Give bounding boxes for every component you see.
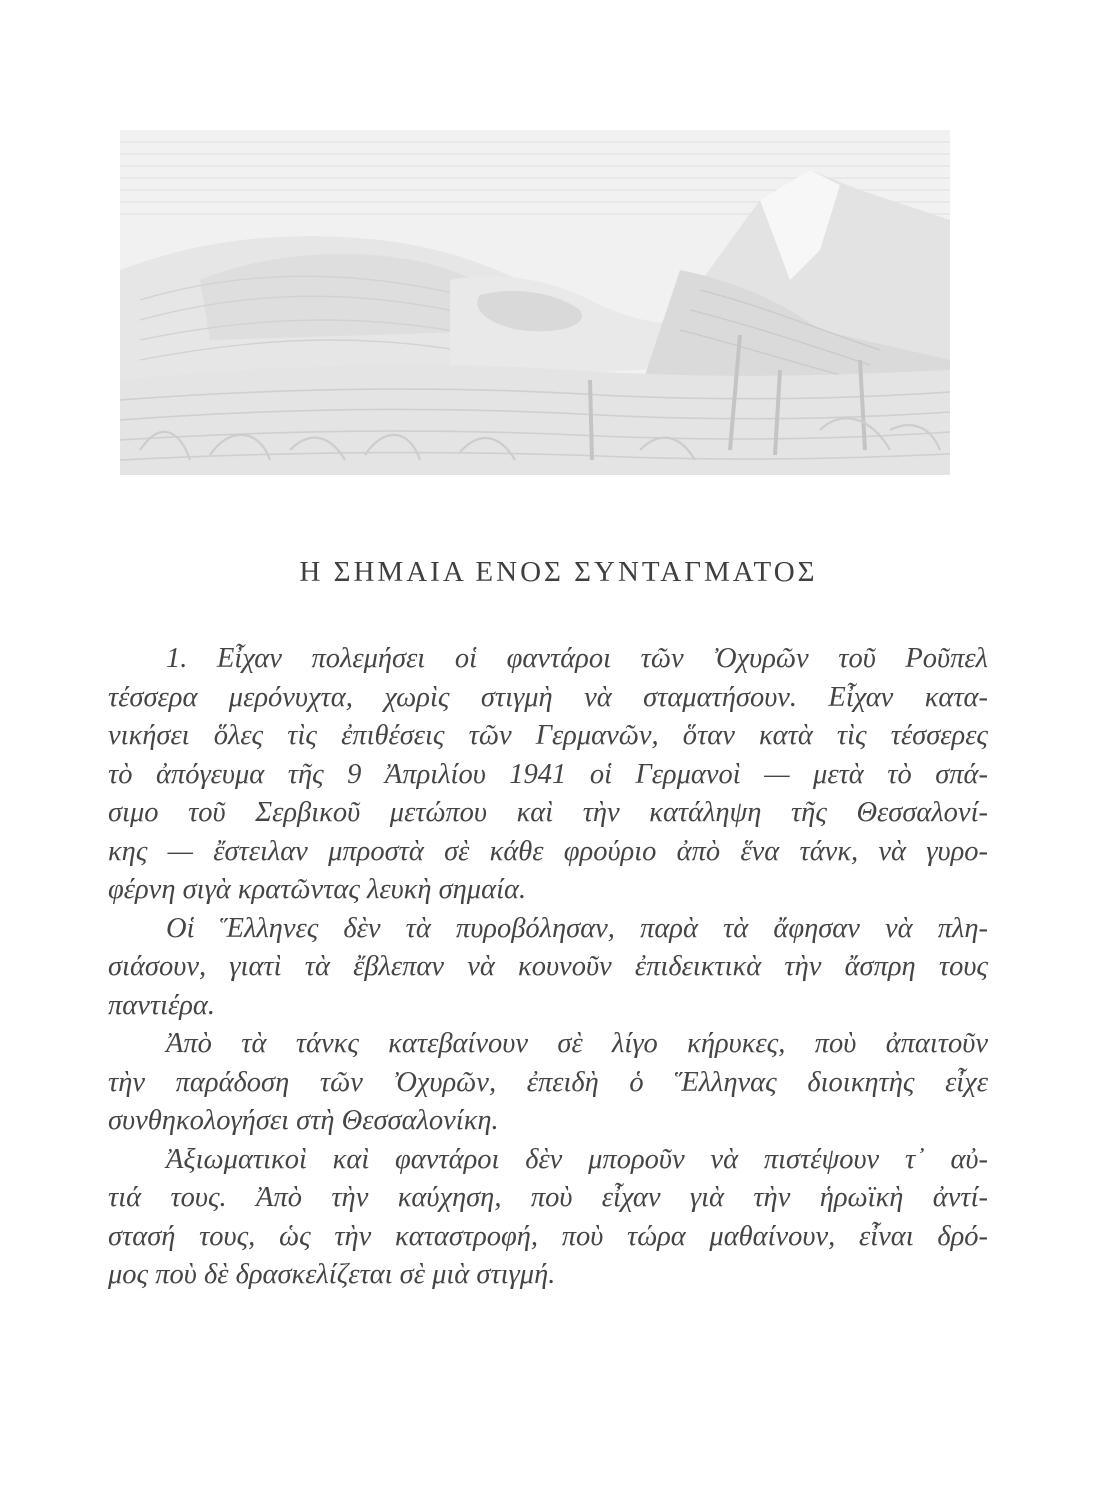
- text-line: τὸ ἀπόγευμα τῆς 9 Ἀπριλίου 1941 οἱ Γερμανοὶ — μετὰ τὸ σπά-: [108, 758, 988, 790]
- paragraph-1: [108, 640, 988, 910]
- paragraph-4: [108, 1141, 988, 1295]
- text-line: 1. Εἶχαν πολεμήσει οἱ φαντάροι τῶν Ὀχυρῶν τοῦ Ροῦπελ: [166, 643, 988, 674]
- text-line: φέρνη σιγὰ κρατῶντας λευκὴ σημαία.: [108, 874, 527, 905]
- chapter-title: Η ΣΗΜΑΙΑ ΕΝΟΣ ΣΥΝΤΑΓΜΑΤΟΣ: [299, 556, 818, 588]
- text-line: τιά τους. Ἀπὸ τὴν καύχηση, ποὺ εἶχαν γιὰ τὴν ἡρωϊκὴ ἀντί-: [108, 1182, 988, 1213]
- text-line: σιμο τοῦ Σερβικοῦ μετώπου καὶ τὴν κατάληψη τῆς Θεσσαλονί-: [108, 797, 988, 828]
- text-line: σιάσουν, γιατὶ τὰ ἔβλεπαν νὰ κουνοῦν ἐπιδεικτικὰ τὴν ἄσπρη τους: [108, 951, 988, 982]
- text-line: τὴν παράδοση τῶν Ὀχυρῶν, ἐπειδὴ ὁ Ἕλληνας διοικητὴς εἶχε: [108, 1066, 988, 1098]
- paragraph-2: [108, 910, 988, 1026]
- text-line: Οἱ Ἕλληνες δὲν τὰ πυροβόλησαν, παρὰ τὰ ἄφησαν νὰ πλη-: [166, 912, 988, 944]
- text-line: παντιέρα.: [108, 989, 216, 1021]
- chapter-body: [108, 640, 988, 1295]
- text-line: Ἀξιωματικοὶ καὶ φαντάροι δὲν μποροῦν νὰ πιστέψουν τ᾽ αὐ-: [166, 1143, 988, 1175]
- text-line: συνθηκολογήσει στὴ Θεσσαλονίκη.: [108, 1105, 499, 1136]
- text-line: στασή τους, ὡς τὴν καταστροφή, ποὺ τώρα μαθαίνουν, εἶναι δρό-: [108, 1220, 988, 1252]
- text-line: νικήσει ὅλες τὶς ἐπιθέσεις τῶν Γερμανῶν, ὅταν κατὰ τὶς τέσσερες: [108, 720, 988, 751]
- text-line: κης — ἔστειλαν μπροστὰ σὲ κάθε φρούριο ἀπὸ ἕνα τάνκ, νὰ γυρο-: [108, 835, 988, 867]
- text-line: Ἀπὸ τὰ τάνκς κατεβαίνουν σὲ λίγο κήρυκες, ποὺ ἀπαιτοῦν: [166, 1028, 988, 1059]
- landscape-engraving: [120, 130, 950, 475]
- text-line: μος ποὺ δὲ δρασκελίζεται σὲ μιὰ στιγμή.: [108, 1259, 556, 1290]
- paragraph-3: [108, 1025, 988, 1141]
- text-line: τέσσερα μερόνυχτα, χωρὶς στιγμὴ νὰ σταματήσουν. Εἶχαν κατα-: [108, 681, 988, 713]
